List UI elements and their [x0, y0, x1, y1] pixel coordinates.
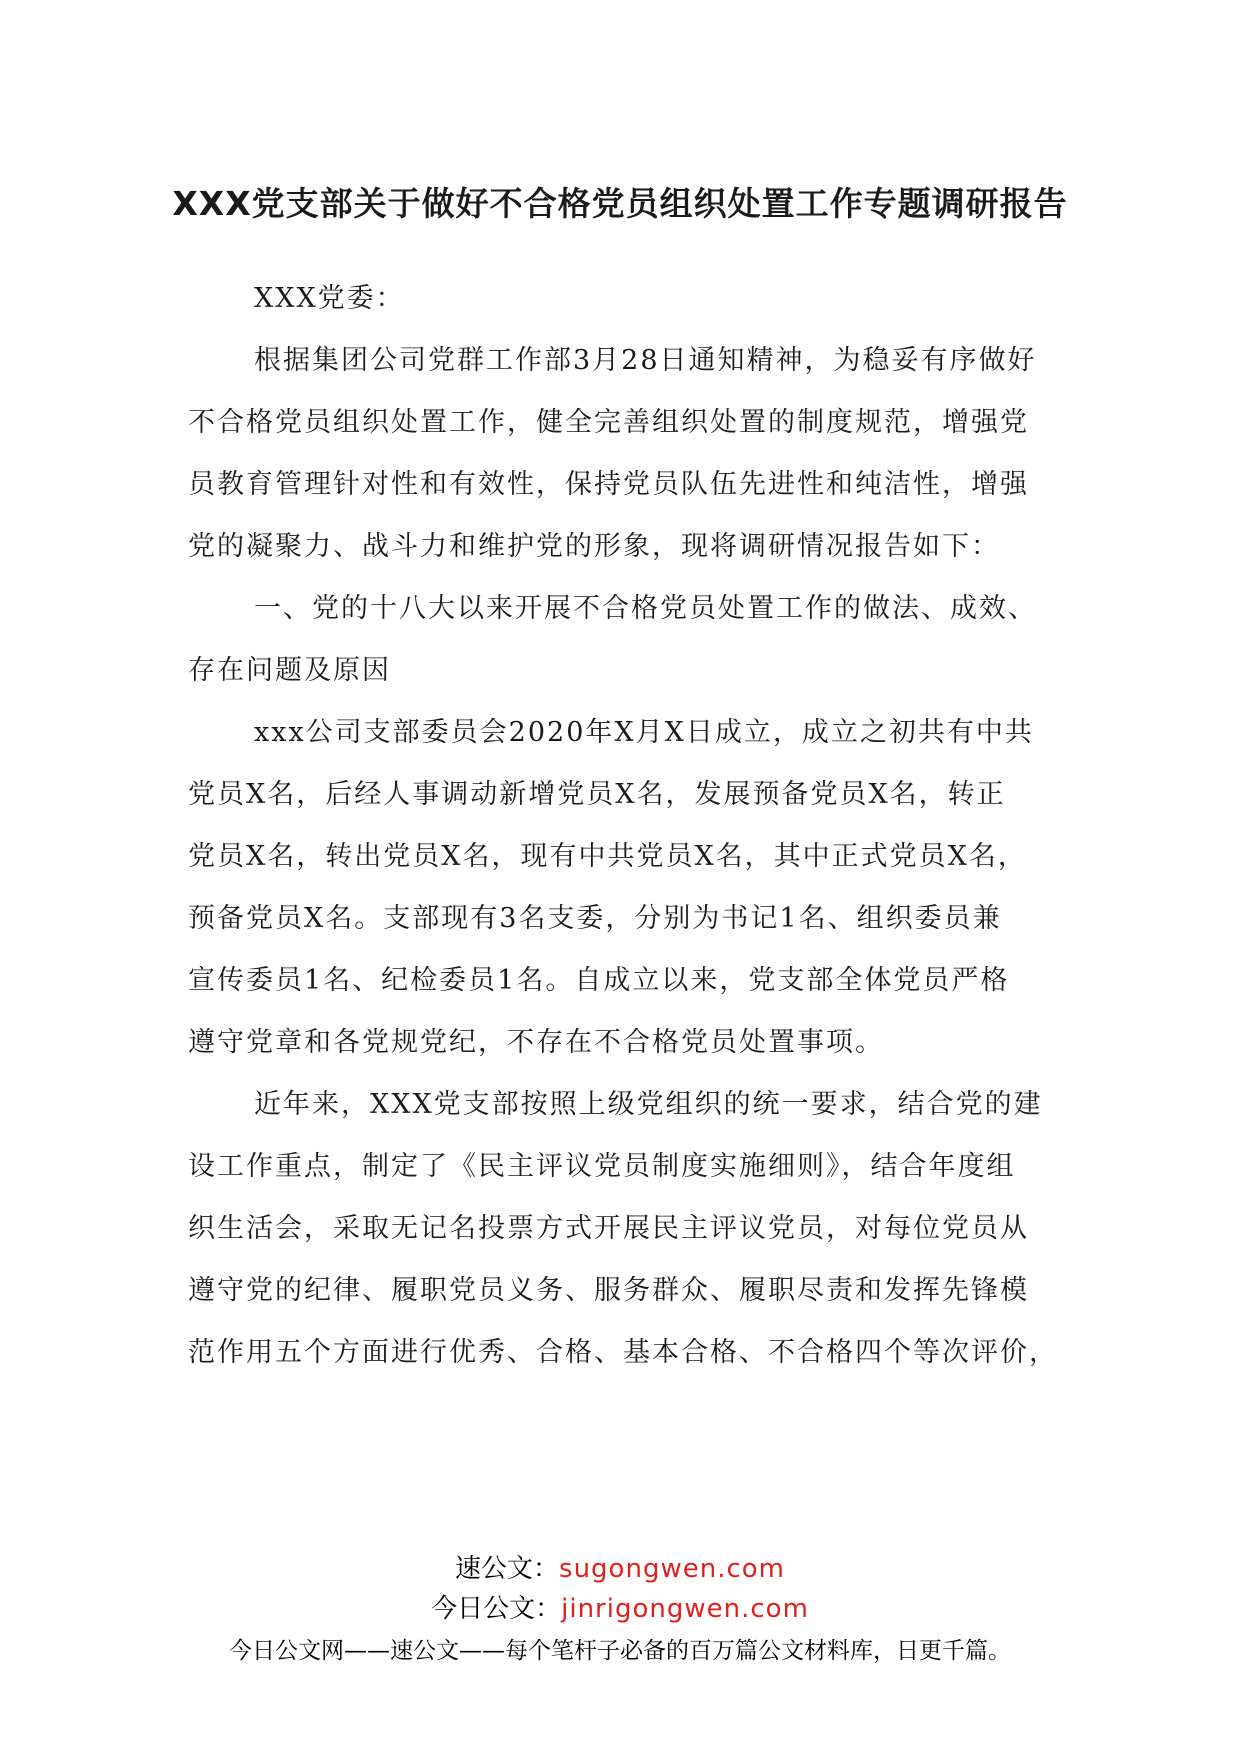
- document-body: [188, 268, 1058, 1384]
- sugongwen-link[interactable]: sugongwen.com: [559, 1554, 785, 1584]
- body-line: 遵守党章和各党规党纪，不存在不合格党员处置事项。: [188, 1027, 884, 1058]
- body-line: 党员X名，后经人事调动新增党员X名，发展预备党员X名，转正: [188, 779, 1006, 810]
- section-heading-line: 存在问题及原因: [188, 655, 391, 686]
- body-line: 根据集团公司党群工作部3月28日通知精神，为稳妥有序做好: [254, 345, 1037, 376]
- body-line: 预备党员X名。支部现有3名支委，分别为书记1名、组织委员兼: [188, 903, 1002, 934]
- body-line: 范作用五个方面进行优秀、合格、基本合格、不合格四个等次评价，: [188, 1337, 1058, 1368]
- footer-label: 今日公文：: [431, 1594, 562, 1624]
- body-line: 织生活会，采取无记名投票方式开展民主评议党员，对每位党员从: [188, 1213, 1029, 1244]
- body-line: 党的凝聚力、战斗力和维护党的形象，现将调研情况报告如下：: [188, 531, 1000, 562]
- body-line: 遵守党的纪律、履职党员义务、服务群众、履职尽责和发挥先锋模: [188, 1275, 1029, 1306]
- section-heading-line: 一、党的十八大以来开展不合格党员处置工作的做法、成效、: [254, 593, 1037, 624]
- footer-sugongwen: [0, 1548, 1240, 1585]
- body-line: 近年来，XXX党支部按照上级党组织的统一要求，结合党的建: [254, 1089, 1043, 1120]
- salutation: XXX党委：: [254, 283, 405, 314]
- document-title: XXX党支部关于做好不合格党员组织处置工作专题调研报告: [172, 184, 1068, 223]
- body-line: 员教育管理针对性和有效性，保持党员队伍先进性和纯洁性，增强: [188, 469, 1029, 500]
- body-line: 设工作重点，制定了《民主评议党员制度实施细则》，结合年度组: [188, 1151, 1016, 1182]
- body-line: 宣传委员1名、纪检委员1名。自成立以来，党支部全体党员严格: [188, 965, 1010, 996]
- body-line: 党员X名，转出党员X名，现有中共党员X名，其中正式党员X名，: [188, 841, 1027, 872]
- footer-slogan: 今日公文网——速公文——每个笔杆子必备的百万篇公文材料库，日更千篇。: [229, 1638, 1011, 1664]
- jinrigongwen-link[interactable]: jinrigongwen.com: [561, 1594, 809, 1624]
- body-line: 不合格党员组织处置工作，健全完善组织处置的制度规范，增强党: [188, 407, 1029, 438]
- body-line: xxx公司支部委员会2020年X月X日成立，成立之初共有中共: [254, 717, 1034, 748]
- footer-label: 速公文：: [455, 1554, 560, 1584]
- footer-jinrigongwen: [0, 1588, 1240, 1625]
